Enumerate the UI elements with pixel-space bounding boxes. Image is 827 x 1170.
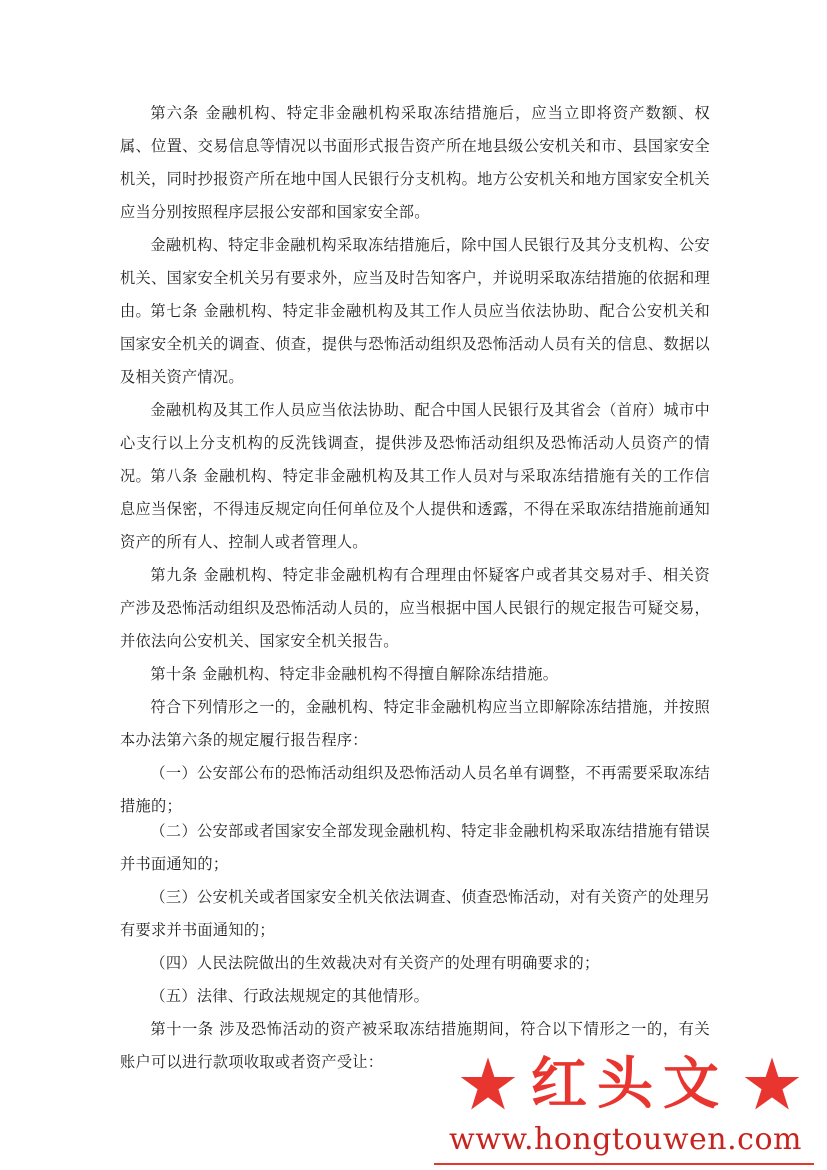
list-item-5: （五）法律、行政法规规定的其他情形。 xyxy=(150,987,430,1005)
watermark xyxy=(420,1045,827,1170)
list-item-4: （四）人民法院做出的生效裁决对有关资产的处理有明确要求的； xyxy=(150,954,600,972)
star-icon xyxy=(743,1055,801,1113)
paragraph-article-6-notify: 金融机构、特定非金融机构采取冻结措施后，除中国人民银行及其分支机构、公安机关、国家安全机关另有要求外，应当及时告知客户，并说明采取冻结措施的依据和理由。 xyxy=(120,236,710,320)
watermark-underline xyxy=(434,1163,814,1165)
list-item-1: （一）公安部公布的恐怖活动组织及恐怖活动人员名单有调整，不再需要采取冻结措施的； xyxy=(120,764,710,815)
paragraph-article-6: 第六条 金融机构、特定非金融机构采取冻结措施后，应当立即将资产数额、权属、位置、交易信息等情况以书面形式报告资产所在地县级公安机关和市、县国家安全机关，同时抄报资产所在地中国人民银行分支机构。地方公安机关和地方国家安全机关应当分别按照程序层报公安部和国家安全部。 xyxy=(120,104,710,221)
paragraph-article-9: 第九条 金融机构、特定非金融机构有合理理由怀疑客户或者其交易对手、相关资产涉及恐怖活动组织及恐怖活动人员的，应当根据中国人民银行的规定报告可疑交易，并依法向公安机关、国家安全机关报告。 xyxy=(120,566,710,650)
paragraph-article-10: 第十条 金融机构、特定非金融机构不得擅自解除冻结措施。 xyxy=(150,665,559,683)
paragraph-article-8: 第八条 金融机构、特定非金融机构及其工作人员对与采取冻结措施有关的工作信息应当保密，不得违反规定向任何单位及个人提供和透露，不得在采取冻结措施前通知资产的所有人、控制人或者管理人。 xyxy=(120,467,710,551)
watermark-title xyxy=(440,1049,820,1119)
watermark-url: www.hongtouwen.com xyxy=(449,1122,802,1157)
paragraph-article-11: 第十一条 涉及恐怖活动的资产被采取冻结措施期间，符合以下情形之一的，有关账户可以进行款项收取或者资产受让： xyxy=(120,1020,710,1071)
watermark-text: 红头文 xyxy=(531,1051,729,1117)
paragraph-article-7: 第七条 金融机构、特定非金融机构及其工作人员应当依法协助、配合公安机关和国家安全机关的调查、侦查，提供与恐怖活动组织及恐怖活动人员有关的信息、数据以及相关资产情况。 xyxy=(120,302,710,386)
list-item-2: （二）公安部或者国家安全部发现金融机构、特定非金融机构采取冻结措施有错误并书面通知的； xyxy=(120,822,710,873)
star-icon xyxy=(459,1055,517,1113)
paragraph-article-10-conditions: 符合下列情形之一的，金融机构、特定非金融机构应当立即解除冻结措施，并按照本办法第六条的规定履行报告程序： xyxy=(120,698,710,749)
paragraph-article-7-aml: 金融机构及其工作人员应当依法协助、配合中国人民银行及其省会（首府）城市中心支行以上分支机构的反洗钱调查，提供涉及恐怖活动组织及恐怖活动人员资产的情况。 xyxy=(120,401,710,485)
list-item-3: （三）公安机关或者国家安全机关依法调查、侦查恐怖活动，对有关资产的处理另有要求并书面通知的； xyxy=(120,888,710,939)
